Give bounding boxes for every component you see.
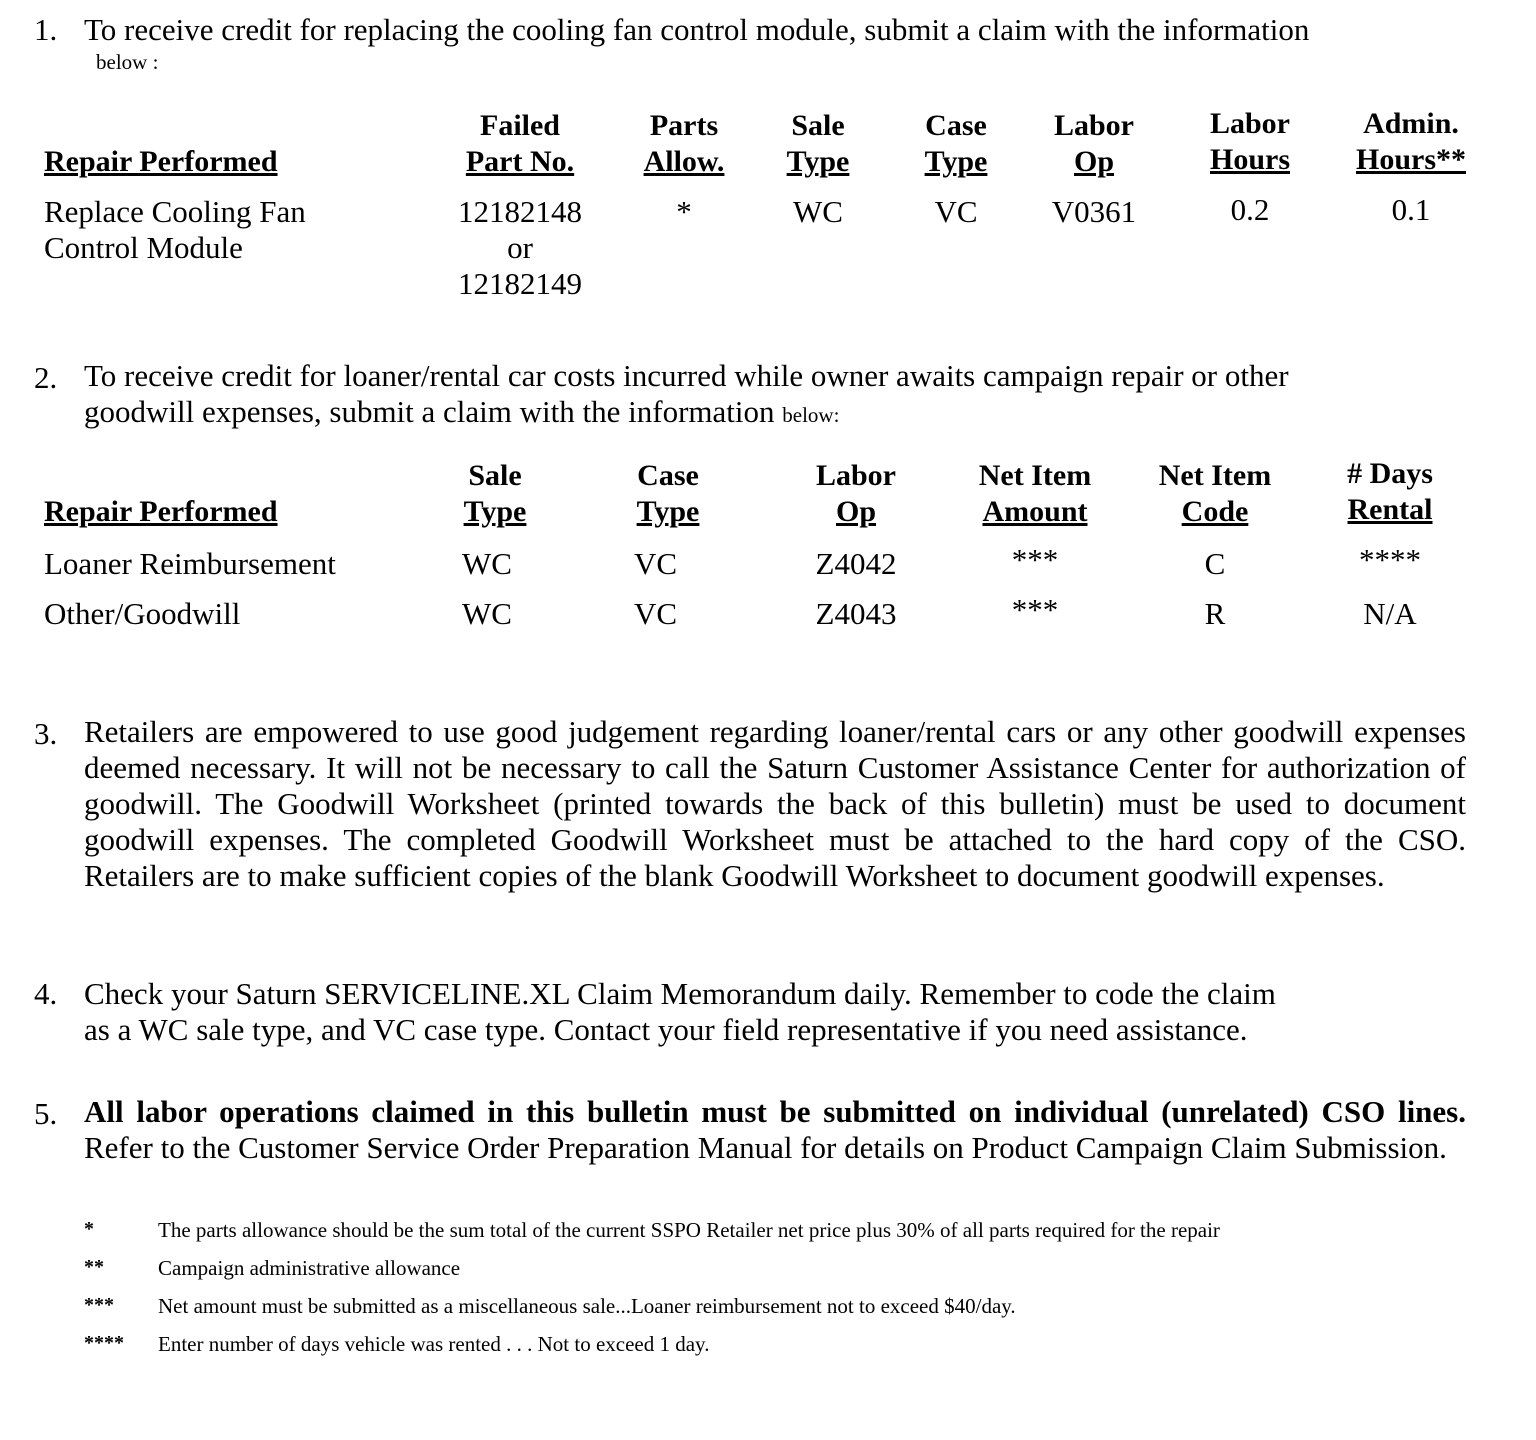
item-4-line1: Check your Saturn SERVICELINE.XL Claim Memorandum daily. Remember to code the claim — [84, 976, 1276, 1011]
t2-row2-days: N/A — [1363, 596, 1417, 631]
t2-header-days-rental — [1320, 456, 1460, 528]
t1-header-repair — [44, 144, 278, 180]
t1-header-case-top: Case — [925, 109, 987, 142]
t2-row2-repair: Other/Goodwill — [44, 596, 241, 631]
t2-row1-case-type: VC — [634, 546, 678, 581]
t1-row-parts-allow: * — [676, 194, 692, 229]
t2-header-sale-top: Sale — [468, 459, 522, 492]
t1-header-hours-bottom: Hours — [1209, 143, 1290, 176]
footnote-1-text: The parts allowance should be the sum total of the current SSPO Retailer net price plus 30% of all parts required for the repair — [158, 1218, 1220, 1242]
t1-row-repair-line1: Replace Cooling Fan — [44, 194, 306, 229]
t1-header-labor-bottom: Op — [1073, 145, 1115, 178]
t1-row-part-line3: 12182149 — [458, 266, 582, 301]
item-4-line2: as a WC sale type, and VC case type. Contact your field representative if you need assistance. — [84, 1012, 1248, 1047]
t2-row1-days: **** — [1359, 542, 1421, 577]
t2-row2-case-type: VC — [634, 596, 678, 631]
t2-header-repair — [44, 494, 278, 530]
t1-header-case-type — [904, 108, 1008, 180]
t2-header-case-bottom: Type — [636, 495, 700, 528]
t1-header-failed-top: Failed — [480, 109, 560, 142]
t2-header-net-code — [1140, 458, 1290, 530]
t1-row-part-line2: or — [507, 230, 533, 265]
t1-header-failed-bottom: Part No. — [465, 145, 575, 178]
t1-header-sale-bottom: Type — [786, 145, 850, 178]
footnote-4-text: Enter number of days vehicle was rented . . . Not to exceed 1 day. — [158, 1332, 710, 1356]
t2-row2-amount: *** — [1011, 592, 1059, 627]
t1-header-parts-allow — [624, 108, 744, 180]
item-3-text: Retailers are empowered to use good judgement regarding loaner/rental cars or any other goodwill expenses deemed necessary. It will not be necessary to call the Saturn Customer Assistance Center for authorization of goodwill. The Goodwill Worksheet (printed towards the back of this bulletin) must be used to document goodwill expenses. The completed Goodwill Worksheet must be attached to the hard copy of the CSO. Retailers are to make sufficient copies of the blank Goodwill Worksheet to document goodwill expenses. — [84, 714, 1466, 893]
t1-row-case-type: VC — [934, 194, 978, 229]
t2-header-amount-bottom: Amount — [982, 495, 1088, 528]
footnote-4-mark: **** — [84, 1332, 124, 1354]
t1-header-labor-op — [1036, 108, 1152, 180]
t1-row-labor-op: V0361 — [1051, 194, 1137, 229]
item-5-number: 5. — [34, 1096, 58, 1131]
t1-header-hours-top: Labor — [1209, 107, 1290, 140]
t1-header-case-bottom: Type — [924, 145, 988, 178]
t2-header-sale-type — [450, 458, 540, 530]
item-5-rest-text: Refer to the Customer Service Order Preparation Manual for details on Product Campaign Claim Submission. — [84, 1130, 1447, 1165]
t1-header-parts-bottom: Allow. — [643, 145, 725, 178]
footnote-3-mark: *** — [84, 1294, 114, 1316]
item-2-below: below: — [782, 403, 840, 427]
t2-row2-code: R — [1204, 596, 1226, 631]
item-5-text — [84, 1094, 1466, 1166]
t2-header-code-top: Net Item — [1158, 459, 1272, 492]
t2-row1-labor-op: Z4042 — [815, 546, 897, 581]
t1-header-failed-part — [440, 108, 600, 180]
item-2-line2 — [84, 394, 839, 433]
item-4-number: 4. — [34, 976, 58, 1011]
t2-row2-sale-type: WC — [462, 596, 512, 631]
t1-header-repair-label: Repair Performed — [44, 145, 278, 178]
t1-header-sale-type — [766, 108, 870, 180]
t1-header-labor-top: Labor — [1053, 109, 1134, 142]
t2-header-days-bottom: Rental — [1347, 493, 1433, 526]
footnote-2-text: Campaign administrative allowance — [158, 1256, 461, 1280]
t1-row-labor-hours: 0.2 — [1230, 192, 1270, 227]
t1-header-sale-top: Sale — [791, 109, 845, 142]
t2-header-labor-top: Labor — [815, 459, 896, 492]
t2-header-case-top: Case — [637, 459, 699, 492]
t2-header-sale-bottom: Type — [463, 495, 527, 528]
item-2-number: 2. — [34, 360, 58, 395]
t2-header-case-type — [620, 458, 716, 530]
item-5-bold-text: All labor operations claimed in this bulletin must be submitted on individual (unrelated) CSO lines. — [84, 1094, 1466, 1129]
footnote-3-text: Net amount must be submitted as a miscellaneous sale...Loaner reimbursement not to exceed $40/day. — [158, 1294, 1016, 1318]
t1-row-part-no — [440, 194, 600, 302]
t1-header-parts-top: Parts — [649, 109, 719, 142]
footnote-1-mark: * — [84, 1218, 94, 1240]
item-1-number: 1. — [34, 12, 58, 47]
t1-header-admin-bottom: Hours** — [1355, 143, 1466, 176]
t2-row2-labor-op: Z4043 — [815, 596, 897, 631]
t2-header-code-bottom: Code — [1181, 495, 1249, 528]
t2-row1-repair: Loaner Reimbursement — [44, 546, 336, 581]
t1-row-part-line1: 12182148 — [458, 194, 582, 229]
item-1-below: below : — [96, 50, 159, 74]
t2-header-net-amount — [960, 458, 1110, 530]
t2-header-repair-label: Repair Performed — [44, 495, 278, 528]
t1-header-admin-hours — [1336, 106, 1486, 178]
t1-row-sale-type: WC — [793, 194, 843, 229]
footnote-2-mark: ** — [84, 1256, 104, 1278]
t1-row-repair-line2: Control Module — [44, 230, 243, 265]
t1-row-repair — [44, 194, 306, 266]
t1-header-labor-hours — [1190, 106, 1310, 178]
t2-header-labor-op — [796, 458, 916, 530]
item-2-line1: To receive credit for loaner/rental car costs incurred while owner awaits campaign repair or other — [84, 358, 1289, 393]
t2-row1-sale-type: WC — [462, 546, 512, 581]
t1-row-admin-hours: 0.1 — [1391, 192, 1431, 227]
t2-row1-amount: *** — [1011, 542, 1059, 577]
t2-header-days-top: # Days — [1347, 457, 1433, 490]
t2-header-amount-top: Net Item — [978, 459, 1092, 492]
item-3-number: 3. — [34, 716, 58, 751]
item-2-line2-text: goodwill expenses, submit a claim with the information — [84, 394, 775, 429]
t2-header-labor-bottom: Op — [835, 495, 877, 528]
t2-row1-code: C — [1204, 546, 1226, 581]
item-1-text: To receive credit for replacing the cooling fan control module, submit a claim with the information — [84, 12, 1310, 47]
t1-header-admin-top: Admin. — [1363, 107, 1459, 140]
